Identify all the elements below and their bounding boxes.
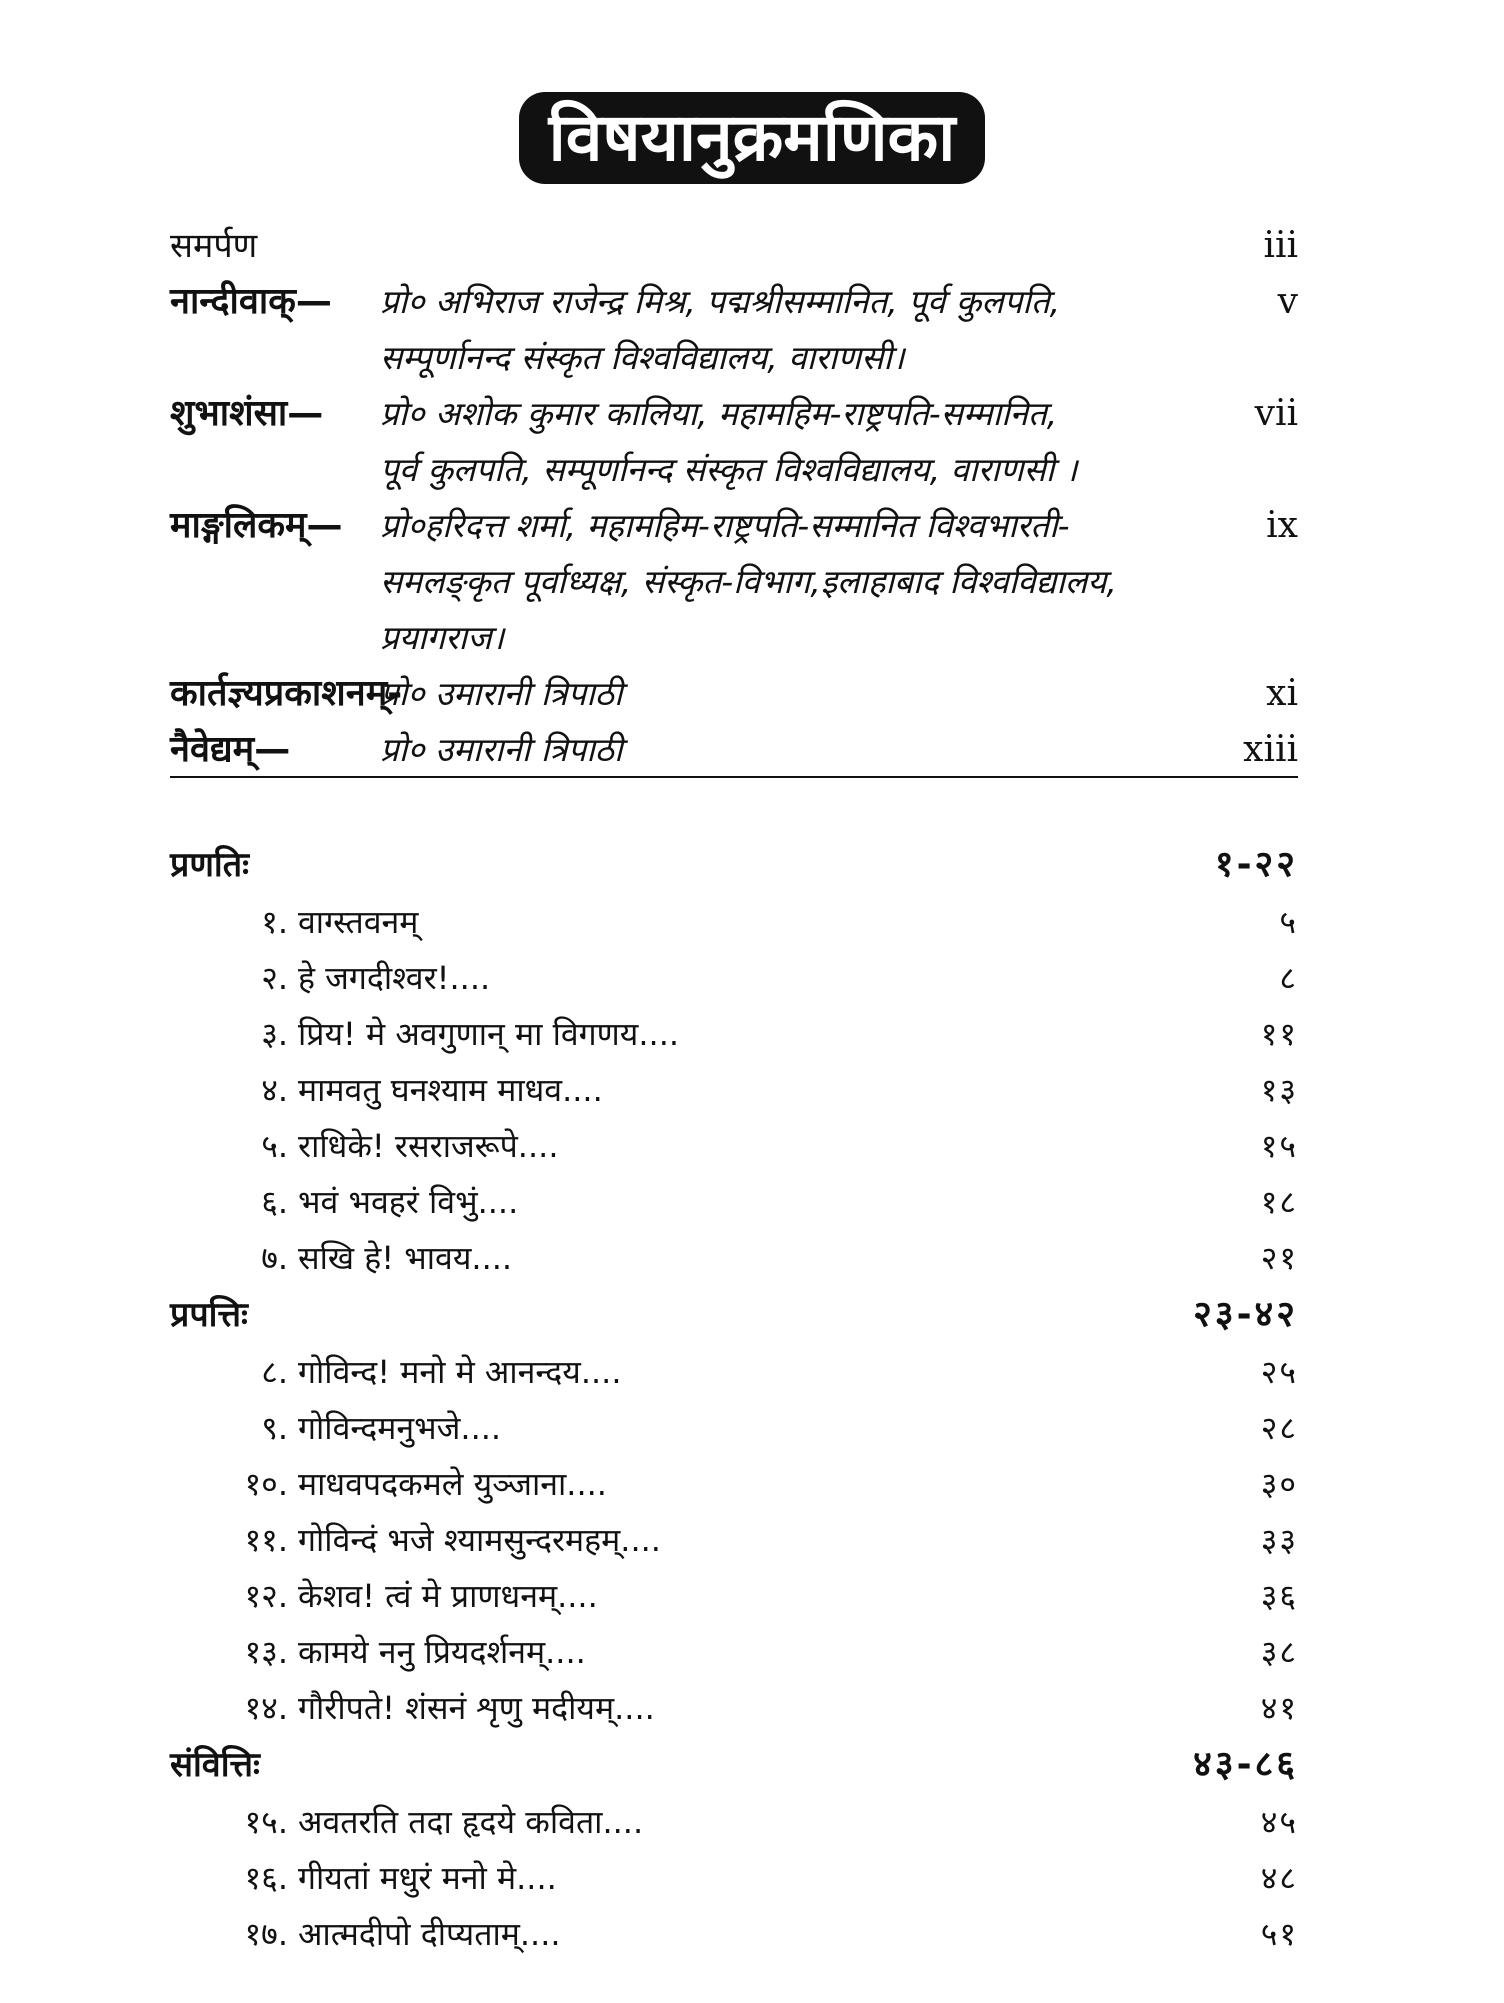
front-matter-heading: समर्पण	[170, 226, 258, 266]
item-number: ८.	[261, 1353, 288, 1391]
section-title: प्रपत्तिः	[170, 1295, 248, 1335]
item-title: सखि हे! भावय....	[298, 1239, 513, 1277]
front-matter-row-continuation	[170, 610, 1298, 666]
item-title: हे जगदीश्वर!....	[298, 959, 491, 997]
item-page: ४१	[1260, 1689, 1298, 1727]
item-title: माधवपदकमले युञ्जाना....	[298, 1465, 607, 1503]
item-page: ११	[1260, 1015, 1298, 1053]
list-item	[170, 1400, 1298, 1456]
front-matter-row-kartajnya	[170, 666, 1298, 722]
front-matter-row-dedication	[170, 218, 1298, 274]
list-item	[170, 1624, 1298, 1680]
title-wrapper	[0, 92, 1504, 184]
front-matter-text: प्रो० अशोक कुमार कालिया, महामहिम-राष्ट्रपति-सम्मानित,	[380, 394, 1058, 433]
front-matter-heading: नान्दीवाक्—	[170, 281, 332, 322]
item-page: ८	[1279, 959, 1298, 997]
list-item	[170, 1512, 1298, 1568]
item-page: ३३	[1260, 1521, 1298, 1559]
item-page: ५	[1279, 903, 1298, 941]
item-title: भवं भवहरं विभुं....	[298, 1183, 519, 1221]
front-matter-heading: नैवेद्यम्—	[170, 729, 291, 770]
item-title: अवतरति तदा हृदये कविता....	[298, 1803, 644, 1841]
item-number: ६.	[261, 1183, 288, 1221]
front-matter-row-nandivak	[170, 274, 1298, 330]
item-page: ४८	[1260, 1859, 1298, 1897]
section-page-range: २३-४२	[1193, 1294, 1298, 1335]
front-matter-heading: कार्तज्ञ्यप्रकाशनम्-	[170, 673, 403, 714]
item-page: २८	[1260, 1409, 1298, 1447]
list-item	[170, 1456, 1298, 1512]
list-item	[170, 1568, 1298, 1624]
front-matter-page: xiii	[1243, 729, 1298, 770]
list-item	[170, 1006, 1298, 1062]
front-matter-row-naivedyam	[170, 722, 1298, 778]
contents-list	[170, 836, 1298, 1962]
item-page: ३०	[1260, 1465, 1298, 1503]
item-number: ५.	[261, 1127, 288, 1165]
item-number: १.	[261, 903, 288, 941]
list-item	[170, 1062, 1298, 1118]
section-page-range: ४३-८६	[1193, 1744, 1298, 1785]
front-matter-text: प्रो० अभिराज राजेन्द्र मिश्र, पद्मश्रीसम्मानित, पूर्व कुलपति,	[380, 282, 1061, 321]
item-number: ३.	[261, 1015, 288, 1053]
list-item	[170, 1906, 1298, 1962]
item-title: गोविन्दं भजे श्यामसुन्दरमहम्....	[298, 1521, 661, 1559]
item-number: १६.	[244, 1859, 288, 1897]
page-title: विषयानुक्रमणिका	[519, 92, 986, 184]
item-page: ३८	[1260, 1633, 1298, 1671]
item-number: १३.	[244, 1633, 288, 1671]
list-item	[170, 1344, 1298, 1400]
item-page: ५१	[1260, 1915, 1298, 1953]
section-title: संवित्तिः	[170, 1745, 260, 1785]
front-matter-row-mangalikam	[170, 498, 1298, 554]
front-matter-text: समलङ्कृत पूर्वाध्यक्ष, संस्कृत-विभाग,इलाहाबाद विश्वविद्यालय,	[380, 562, 1117, 601]
item-title: वाग्स्तवनम्	[298, 903, 419, 941]
front-matter-text: प्रो०हरिदत्त शर्मा, महामहिम-राष्ट्रपति-सम्मानित विश्वभारती-	[380, 506, 1070, 545]
front-matter-list	[170, 218, 1298, 778]
front-matter-heading: माङ्गलिकम्—	[170, 505, 343, 546]
front-matter-row-continuation	[170, 330, 1298, 386]
front-matter-page: xi	[1266, 673, 1298, 714]
item-page: ४५	[1260, 1803, 1298, 1841]
front-matter-text: प्रो० उमारानी त्रिपाठी	[380, 730, 623, 769]
section-header	[170, 1736, 1298, 1794]
item-number: ११.	[244, 1521, 288, 1559]
item-title: गोविन्द! मनो मे आनन्दय....	[298, 1353, 622, 1391]
item-page: ३६	[1260, 1577, 1298, 1615]
item-page: १५	[1260, 1127, 1298, 1165]
item-number: १७.	[244, 1915, 288, 1953]
front-matter-page: v	[1277, 281, 1298, 322]
item-title: गीयतां मधुरं मनो मे....	[298, 1859, 557, 1897]
item-title: गौरीपते! शंसनं शृणु मदीयम्....	[298, 1689, 655, 1727]
list-item	[170, 1850, 1298, 1906]
front-matter-row-continuation	[170, 442, 1298, 498]
item-title: राधिके! रसराजरूपे....	[298, 1127, 559, 1165]
item-number: १५.	[244, 1803, 288, 1841]
section-title: प्रणतिः	[170, 845, 249, 885]
front-matter-heading: शुभाशंसा—	[170, 393, 324, 434]
list-item	[170, 1174, 1298, 1230]
item-number: ४.	[261, 1071, 288, 1109]
front-matter-page: iii	[1263, 225, 1298, 266]
front-matter-row-continuation	[170, 554, 1298, 610]
item-page: २१	[1260, 1239, 1298, 1277]
item-number: १०.	[244, 1465, 288, 1503]
item-title: मामवतु घनश्याम माधव....	[298, 1071, 603, 1109]
item-title: प्रिय! मे अवगुणान् मा विगणय....	[298, 1015, 680, 1053]
list-item	[170, 1680, 1298, 1736]
item-number: ९.	[261, 1409, 288, 1447]
list-item	[170, 894, 1298, 950]
section-page-range: १-२२	[1214, 844, 1298, 885]
front-matter-page: vii	[1254, 393, 1298, 434]
front-matter-text: प्रयागराज।	[380, 618, 505, 657]
front-matter-text: पूर्व कुलपति, सम्पूर्णानन्द संस्कृत विश्वविद्यालय, वाराणसी ।	[380, 450, 1078, 489]
item-title: केशव! त्वं मे प्राणधनम्....	[298, 1577, 598, 1615]
item-number: २.	[261, 959, 288, 997]
item-title: गोविन्दमनुभजे....	[298, 1409, 502, 1447]
list-item	[170, 1794, 1298, 1850]
item-number: ७.	[261, 1239, 288, 1277]
front-matter-page: ix	[1266, 505, 1298, 546]
front-matter-text: प्रो० उमारानी त्रिपाठी	[380, 674, 623, 713]
divider-line	[170, 776, 1298, 778]
item-page: १३	[1260, 1071, 1298, 1109]
list-item	[170, 1230, 1298, 1286]
list-item	[170, 1118, 1298, 1174]
item-page: १८	[1260, 1183, 1298, 1221]
item-title: आत्मदीपो दीप्यताम्....	[298, 1915, 561, 1953]
item-title: कामये ननु प्रियदर्शनम्....	[298, 1633, 586, 1671]
item-number: १४.	[244, 1689, 288, 1727]
item-number: १२.	[244, 1577, 288, 1615]
list-item	[170, 950, 1298, 1006]
front-matter-text: सम्पूर्णानन्द संस्कृत विश्वविद्यालय, वाराणसी।	[380, 338, 905, 377]
section-header	[170, 1286, 1298, 1344]
front-matter-row-shubhashamsa	[170, 386, 1298, 442]
section-header	[170, 836, 1298, 894]
item-page: २५	[1260, 1353, 1298, 1391]
